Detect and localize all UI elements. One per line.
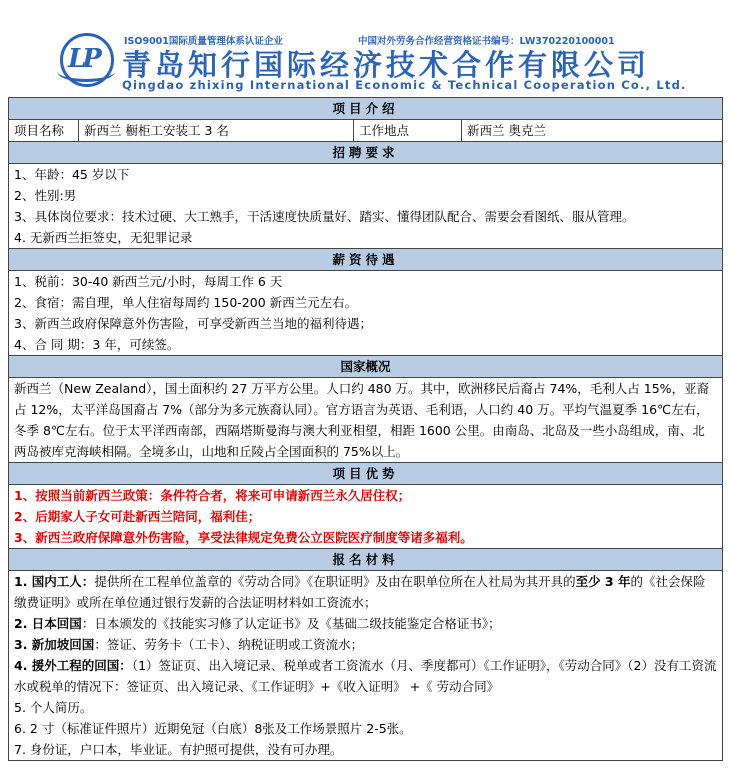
company-name-en: Qingdao zhixing International Economic & Technical Cooperation Co., Ltd. xyxy=(122,78,687,92)
project-section-header xyxy=(9,98,723,120)
advantage-item: 2、后期家人子女可赴新西兰陪同，福利佳； xyxy=(14,509,261,524)
requirements-title: 招聘要求 xyxy=(9,142,723,164)
requirements-section-header xyxy=(9,142,723,164)
materials-row xyxy=(9,571,723,761)
requirements-row xyxy=(9,164,723,249)
logo-swoosh xyxy=(57,61,115,82)
salary-item: 1、税前：30-40 新西兰元/小时，每周工作 6 天 xyxy=(14,274,283,289)
requirement-item: 1、年龄：45 岁以下 xyxy=(14,167,130,182)
project-name-value: 新西兰 橱柜工安装工 3 名 xyxy=(79,120,354,142)
advantage-item: 3、新西兰政府保障意外伤害险，享受法律规定免费公立医院医疗制度等诸多福利。 xyxy=(14,530,473,545)
materials-section-header xyxy=(9,549,723,571)
location-label: 工作地点 xyxy=(354,120,462,142)
location-value: 新西兰 奥克兰 xyxy=(462,120,723,142)
salary-title: 薪资待遇 xyxy=(9,249,723,271)
job-info-table xyxy=(8,97,723,761)
advantage-item: 1、按照当前新西兰政策：条件符合者，将来可申请新西兰永久居住权； xyxy=(14,488,411,503)
project-row xyxy=(9,120,723,142)
material-item-resume: 5. 个人简历。 xyxy=(14,700,93,715)
company-header xyxy=(0,0,730,96)
license-cert-text: 中国对外劳务合作经营资格证书编号：LW370220100001 xyxy=(358,36,615,47)
salary-row xyxy=(9,271,723,356)
material-item-label: 4. 援外工程的回国： xyxy=(14,658,132,673)
material-item-japan xyxy=(14,613,717,634)
material-item-emphasis: 至少 3 年 xyxy=(575,574,631,589)
country-description xyxy=(9,378,723,463)
material-item-text: ：日本颁发的《技能实习修了认定证书》及《基础二级技能鉴定合格证书》； xyxy=(81,616,501,631)
salary-list xyxy=(9,271,723,356)
project-title: 项目介绍 xyxy=(9,98,723,120)
material-item-foreign-aid xyxy=(14,655,717,697)
advantages-title: 项目优势 xyxy=(9,463,723,485)
company-logo xyxy=(60,33,114,87)
material-item-text: 的《社会保险缴费证明》或所在单位通过银行发薪的合法证明材料如工资流水； xyxy=(14,574,706,610)
requirement-item: 2、性别:男 xyxy=(14,188,77,203)
salary-item: 4、合 同 期：3 年，可续签。 xyxy=(14,337,180,352)
material-item-text: ：签证、劳务卡（工卡）、纳税证明或工资流水； xyxy=(94,637,364,652)
materials-list xyxy=(9,571,723,761)
country-row xyxy=(9,378,723,463)
company-name-cn: 青岛知行国际经济技术合作有限公司 xyxy=(122,48,651,82)
salary-item: 3、新西兰政府保障意外伤害险，可享受新西兰当地的福利待遇； xyxy=(14,316,372,331)
requirements-list xyxy=(9,164,723,249)
advantages-list xyxy=(9,485,723,549)
material-item-label: 2. 日本回国 xyxy=(14,616,82,631)
country-text: 新西兰（New Zealand），国土面积约 27 万平方公里。人口约 480 万。其中，欧洲移民后裔占 74%，毛利人占 15%，亚裔占 12%，太平洋岛国裔占 7%（部分为多元族裔认同）。官方语言为英语、毛利语，人口约 40 万。平均气温夏季 16℃左右，冬季 8℃左右。位于太平洋西南部，西隔塔斯曼海与澳大利亚相望，相距 1600 公里。由南岛、北岛及一些小岛组成，南、北两岛被库克海峡相隔。全境多山，山地和丘陵占全国面积的 75%以上。 xyxy=(14,381,710,459)
requirement-item: 4. 无新西兰拒签史，无犯罪记录 xyxy=(14,230,193,245)
material-item-photos: 6. 2 寸（标准证件照片）近期免冠（白底）8张及工作场景照片 2-5张。 xyxy=(14,721,412,736)
material-item-text: 提供所在工程单位盖章的《劳动合同》《在职证明》及由在职单位所在人社局为其开具的 xyxy=(94,574,576,589)
logo-monogram: LP xyxy=(68,44,98,74)
project-name-label: 项目名称 xyxy=(9,120,79,142)
material-item-singapore xyxy=(14,634,717,655)
advantages-section-header xyxy=(9,463,723,485)
salary-item: 2、食宿：需自理，单人住宿每周约 150-200 新西兰元左右。 xyxy=(14,295,358,310)
material-item-domestic xyxy=(14,571,717,613)
advantages-row xyxy=(9,485,723,549)
country-title: 国家概况 xyxy=(9,356,723,378)
iso-cert-text: ISO9001国际质量管理体系认证企业 xyxy=(124,36,283,47)
materials-title: 报名材料 xyxy=(9,549,723,571)
material-item-text: （1）签证页、出入境记录、税单或者工资流水（月、季度都可）《工作证明》，《劳动合同》（2）没有工资流水或税单的情况下：签证页、出入境记录、《工作证明》+《收入证明》 +《 劳动合同》 xyxy=(14,658,717,694)
requirement-item: 3、具体岗位要求：技术过硬、大工熟手，干活速度快质量好、踏实、懂得团队配合、需要会看图纸、服从管理。 xyxy=(14,209,635,224)
salary-section-header xyxy=(9,249,723,271)
material-item-id: 7. 身份证，户口本，毕业证。有护照可提供，没有可办理。 xyxy=(14,742,343,757)
material-item-label: 1. 国内工人： xyxy=(14,574,95,589)
material-item-label: 3. 新加坡回国 xyxy=(14,637,95,652)
country-section-header xyxy=(9,356,723,378)
